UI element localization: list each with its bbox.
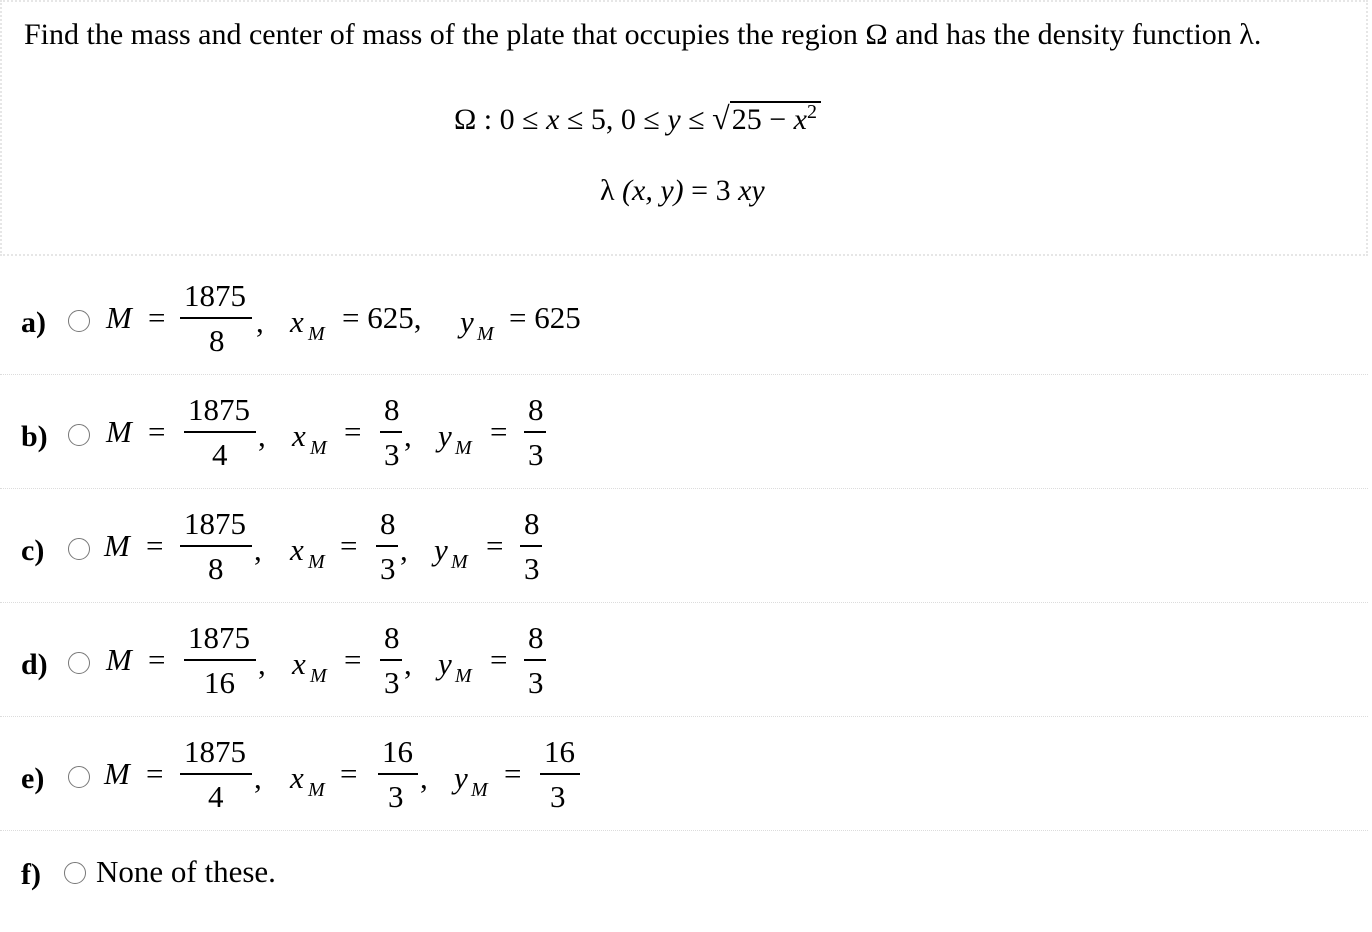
radio-option-b[interactable] <box>68 424 90 446</box>
mass-numerator: 1875 <box>184 278 246 313</box>
option-d[interactable]: d) M = 1875 16 , x M = 8 3 , y M = 8 3 <box>0 604 1368 704</box>
option-e[interactable]: e) M = 1875 4 , x M = 16 3 , y M = 16 3 <box>0 718 1368 818</box>
sqrt-expression: $√25 - x^2$ <box>712 100 821 137</box>
option-f[interactable]: f) None of these. <box>21 854 276 891</box>
radio-option-d[interactable] <box>68 652 90 674</box>
option-f-text: None of these. <box>96 854 276 889</box>
radio-option-f[interactable] <box>64 862 86 884</box>
option-c[interactable]: c) M = 1875 8 , x M = 8 3 , y M = 8 3 <box>0 490 1368 590</box>
region-definition: Ω : 0 ≤ x ≤ 5, $0 \le y \le √25 - x^2$ <box>454 100 821 137</box>
radio-option-a[interactable] <box>68 310 90 332</box>
radio-option-c[interactable] <box>68 538 90 560</box>
mass-denominator: 8 <box>209 323 225 358</box>
xm-value: = 625, <box>342 300 422 335</box>
option-letter: a) <box>21 306 46 339</box>
ym-value: = 625 <box>509 300 581 335</box>
question-prompt: Find the mass and center of mass of the plate that occupies the region Ω and has the density function λ. <box>24 18 1262 51</box>
option-a[interactable]: a) M = 1875 8 , x M = 625, y M = 625 <box>21 278 581 358</box>
radio-option-e[interactable] <box>68 766 90 788</box>
option-b[interactable]: b) M = 1875 4 , x M = 8 3 , y M = 8 3 <box>0 376 1368 476</box>
question-panel <box>0 0 1368 256</box>
density-function: λ (x, y) = 3 xy <box>600 174 765 207</box>
